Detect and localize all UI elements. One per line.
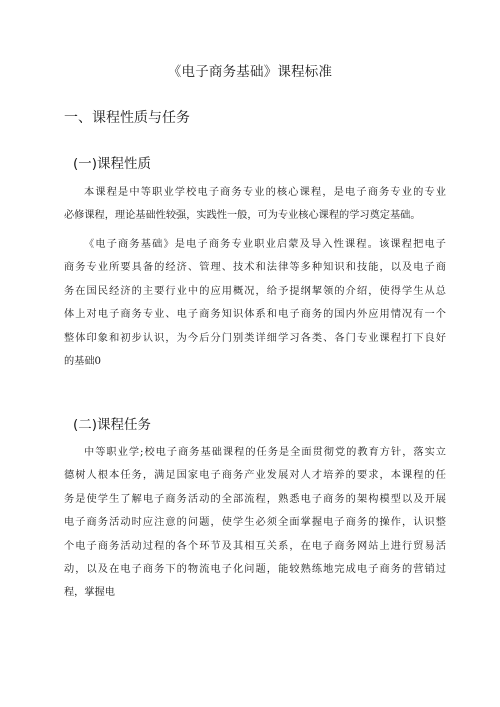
text-line: 必修课程，理论基础性较强，实践性一般，可为专业核心课程的学习奠定基础。 bbox=[64, 210, 421, 222]
paragraph-course-nature-1 bbox=[64, 181, 446, 228]
paragraph-course-tasks-1 bbox=[64, 441, 446, 605]
text-line: 电子商务活动时应注意的问题，使学生必须全面掌握电子商务的操作，认识整 bbox=[64, 517, 446, 529]
text-line: 务在国民经济的主要行业中的应用概况，给予提纲挈领的介绍，使得学生从总 bbox=[64, 285, 446, 297]
text-line: 整体印象和初步认识，为今后分门别类详细学习各类、各门专业课程打下良好 bbox=[64, 332, 446, 344]
text-line: 的基础0 bbox=[64, 356, 102, 368]
subsection-heading-course-nature: (一)课程性质 bbox=[73, 156, 152, 172]
text-line: 商务专业所要具备的经济、管理、技术和法律等多种知识和技能，以及电子商 bbox=[64, 262, 446, 274]
section-heading-nature-and-tasks: 一、课程性质与任务 bbox=[64, 110, 190, 126]
text-line: 德树人根本任务，满足国家电子商务产业发展对人才培养的要求，本课程的任 bbox=[64, 470, 446, 482]
subsection-heading-course-tasks: (二)课程任务 bbox=[73, 417, 152, 433]
text-line: 个电子商务活动过程的各个环节及其相互关系，在电子商务网站上进行贸易活 bbox=[64, 540, 446, 552]
text-line: 程，掌握电 bbox=[64, 587, 115, 599]
text-line: 《电子商务基础》是电子商务专业职业启蒙及导入性课程。该课程把电子 bbox=[84, 239, 446, 250]
text-line: 体上对电子商务专业、电子商务知识体系和电子商务的国内外应用情况有一个 bbox=[64, 309, 446, 321]
text-line: 本课程是中等职业学校电子商务专业的核心课程，是电子商务专业的专业 bbox=[84, 187, 446, 198]
document-title: 《电子商务基础》课程标准 bbox=[167, 64, 333, 80]
paragraph-course-nature-2 bbox=[64, 233, 446, 373]
text-line: 务是使学生了解电子商务活动的全部流程，熟悉电子商务的架构模型以及开展 bbox=[64, 493, 446, 505]
text-line: 中等职业学;校电子商务基础课程的任务是全面贯彻党的教育方针，落实立 bbox=[84, 447, 446, 458]
text-line: 动，以及在电子商务下的物流电子化问题，能较熟练地完成电子商务的营销过 bbox=[64, 564, 446, 576]
